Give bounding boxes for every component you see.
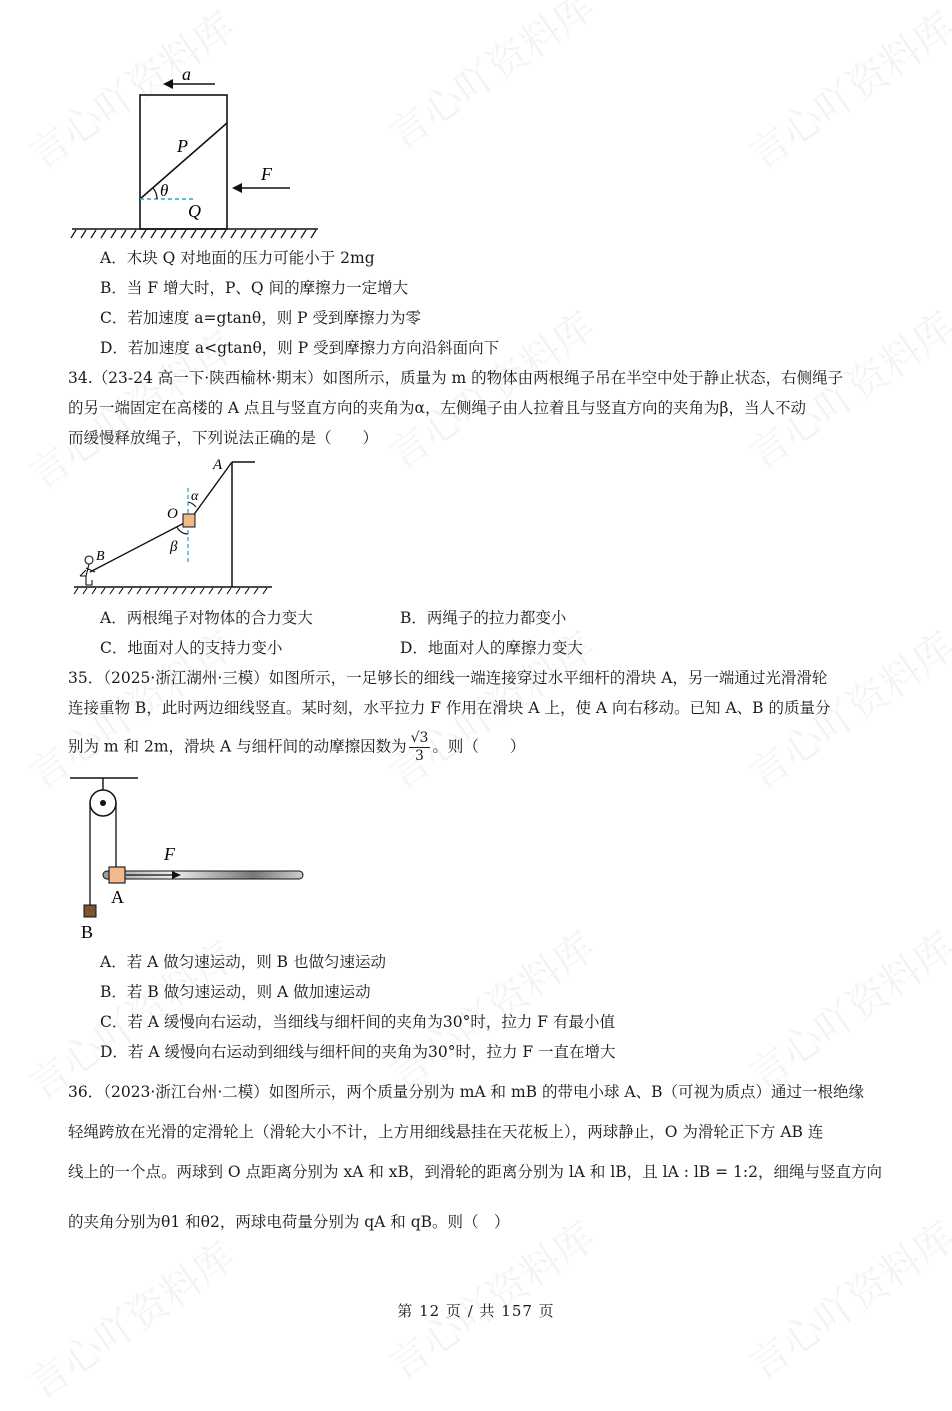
svg-text:O: O bbox=[167, 506, 178, 522]
fraction-sqrt3-over-3: $\frac{√3}{3}$ bbox=[410, 730, 429, 764]
figure-pulley-slider bbox=[60, 770, 320, 945]
option-q35-a: A．若 A 做匀速运动，则 B 也做匀速运动 bbox=[100, 953, 386, 971]
q36-stem-line4: 的夹角分别为θ1 和θ2，两球电荷量分别为 qA 和 qB。则（ ） bbox=[68, 1213, 510, 1231]
svg-text:B: B bbox=[96, 549, 105, 564]
q35-stem-line1: 35．（2025·浙江湖州·三模）如图所示，一足够长的细线一端连接穿过水平细杆的滑块 A，另一端通过光滑滑轮 bbox=[68, 669, 828, 687]
q34-stem-line2: 的另一端固定在高楼的 A 点且与竖直方向的夹角为α，左侧绳子由人拉着且与竖直方向的夹角为β，当人不动 bbox=[68, 399, 806, 417]
q34-stem-line1: 34.（23-24 高一下·陕西榆林·期末）如图所示，质量为 m 的物体由两根绳子吊在半空中处于静止状态，右侧绳子 bbox=[68, 369, 844, 387]
q35-stem-line3-end: 。则（ ） bbox=[432, 737, 526, 756]
q36-stem-line3: 线上的一个点。两球到 O 点距离分别为 xA 和 xB，到滑轮的距离分别为 lA 和 lB，且 lA : lB = 1:2，细绳与竖直方向 bbox=[68, 1163, 882, 1181]
option-q35-c: C．若 A 缓慢向右运动，当细线与细杆间的夹角为30°时，拉力 F 有最小值 bbox=[100, 1013, 615, 1031]
figure-block-incline bbox=[60, 60, 360, 245]
svg-text:β: β bbox=[170, 539, 178, 555]
svg-text:P: P bbox=[177, 136, 188, 156]
q36-stem-line1: 36．（2023·浙江台州·二模）如图所示，两个质量分别为 mA 和 mB 的带电小球 A、B（可视为质点）通过一根绝缘 bbox=[68, 1083, 864, 1101]
option-q35-d: D．若 A 缓慢向右运动到细线与细杆间的夹角为30°时，拉力 F 一直在增大 bbox=[100, 1043, 616, 1061]
watermark bbox=[375, 916, 604, 1100]
q35-stem-line2: 连接重物 B，此时两边细线竖直。某时刻，水平拉力 F 作用在滑块 A 上，使 A 向右移动。已知 A、B 的质量分 bbox=[68, 699, 831, 717]
option-q33-a: A．木块 Q 对地面的压力可能小于 2mg bbox=[100, 249, 375, 267]
svg-text:F: F bbox=[164, 844, 175, 864]
option-q35-b: B．若 B 做匀速运动，则 A 做加速运动 bbox=[100, 983, 371, 1001]
watermark bbox=[375, 1206, 604, 1390]
watermark bbox=[735, 1206, 952, 1390]
option-q34-b: B．两绳子的拉力都变小 bbox=[400, 609, 567, 627]
option-q33-c: C．若加速度 a=gtanθ，则 P 受到摩擦力为零 bbox=[100, 309, 422, 327]
watermark bbox=[735, 0, 952, 181]
q36-stem-line2: 轻绳跨放在光滑的定滑轮上（滑轮大小不计，上方用细线悬挂在天花板上），两球静止，O 为滑轮正下方 AB 连 bbox=[68, 1123, 824, 1141]
svg-text:F: F bbox=[261, 164, 272, 184]
svg-text:A: A bbox=[111, 887, 124, 907]
svg-text:A: A bbox=[213, 457, 223, 473]
watermark bbox=[735, 296, 952, 480]
q35-stem-line3 bbox=[68, 730, 525, 765]
svg-text:α: α bbox=[191, 489, 199, 504]
page-number-footer: 第 12 页 / 共 157 页 bbox=[397, 1302, 555, 1320]
svg-text:Q: Q bbox=[188, 201, 201, 221]
option-q33-b: B．当 F 增大时，P、Q 间的摩擦力一定增大 bbox=[100, 279, 409, 297]
svg-text:a: a bbox=[182, 64, 191, 84]
option-q33-d: D．若加速度 a<gtanθ，则 P 受到摩擦力方向沿斜面向下 bbox=[100, 339, 500, 357]
watermark bbox=[735, 916, 952, 1100]
watermark bbox=[375, 0, 604, 161]
svg-text:θ: θ bbox=[160, 181, 169, 200]
q35-stem-line3-text: 别为 m 和 2m，滑块 A 与细杆间的动摩擦因数为 bbox=[68, 737, 407, 756]
q34-stem-line3: 而缓慢释放绳子，下列说法正确的是（ ） bbox=[68, 429, 379, 447]
figure-rope-building bbox=[60, 450, 340, 600]
option-q34-a: A．两根绳子对物体的合力变大 bbox=[100, 609, 313, 627]
option-q34-d: D．地面对人的摩擦力变大 bbox=[400, 639, 583, 657]
option-q34-c: C．地面对人的支持力变小 bbox=[100, 639, 283, 657]
svg-text:B: B bbox=[81, 922, 94, 942]
